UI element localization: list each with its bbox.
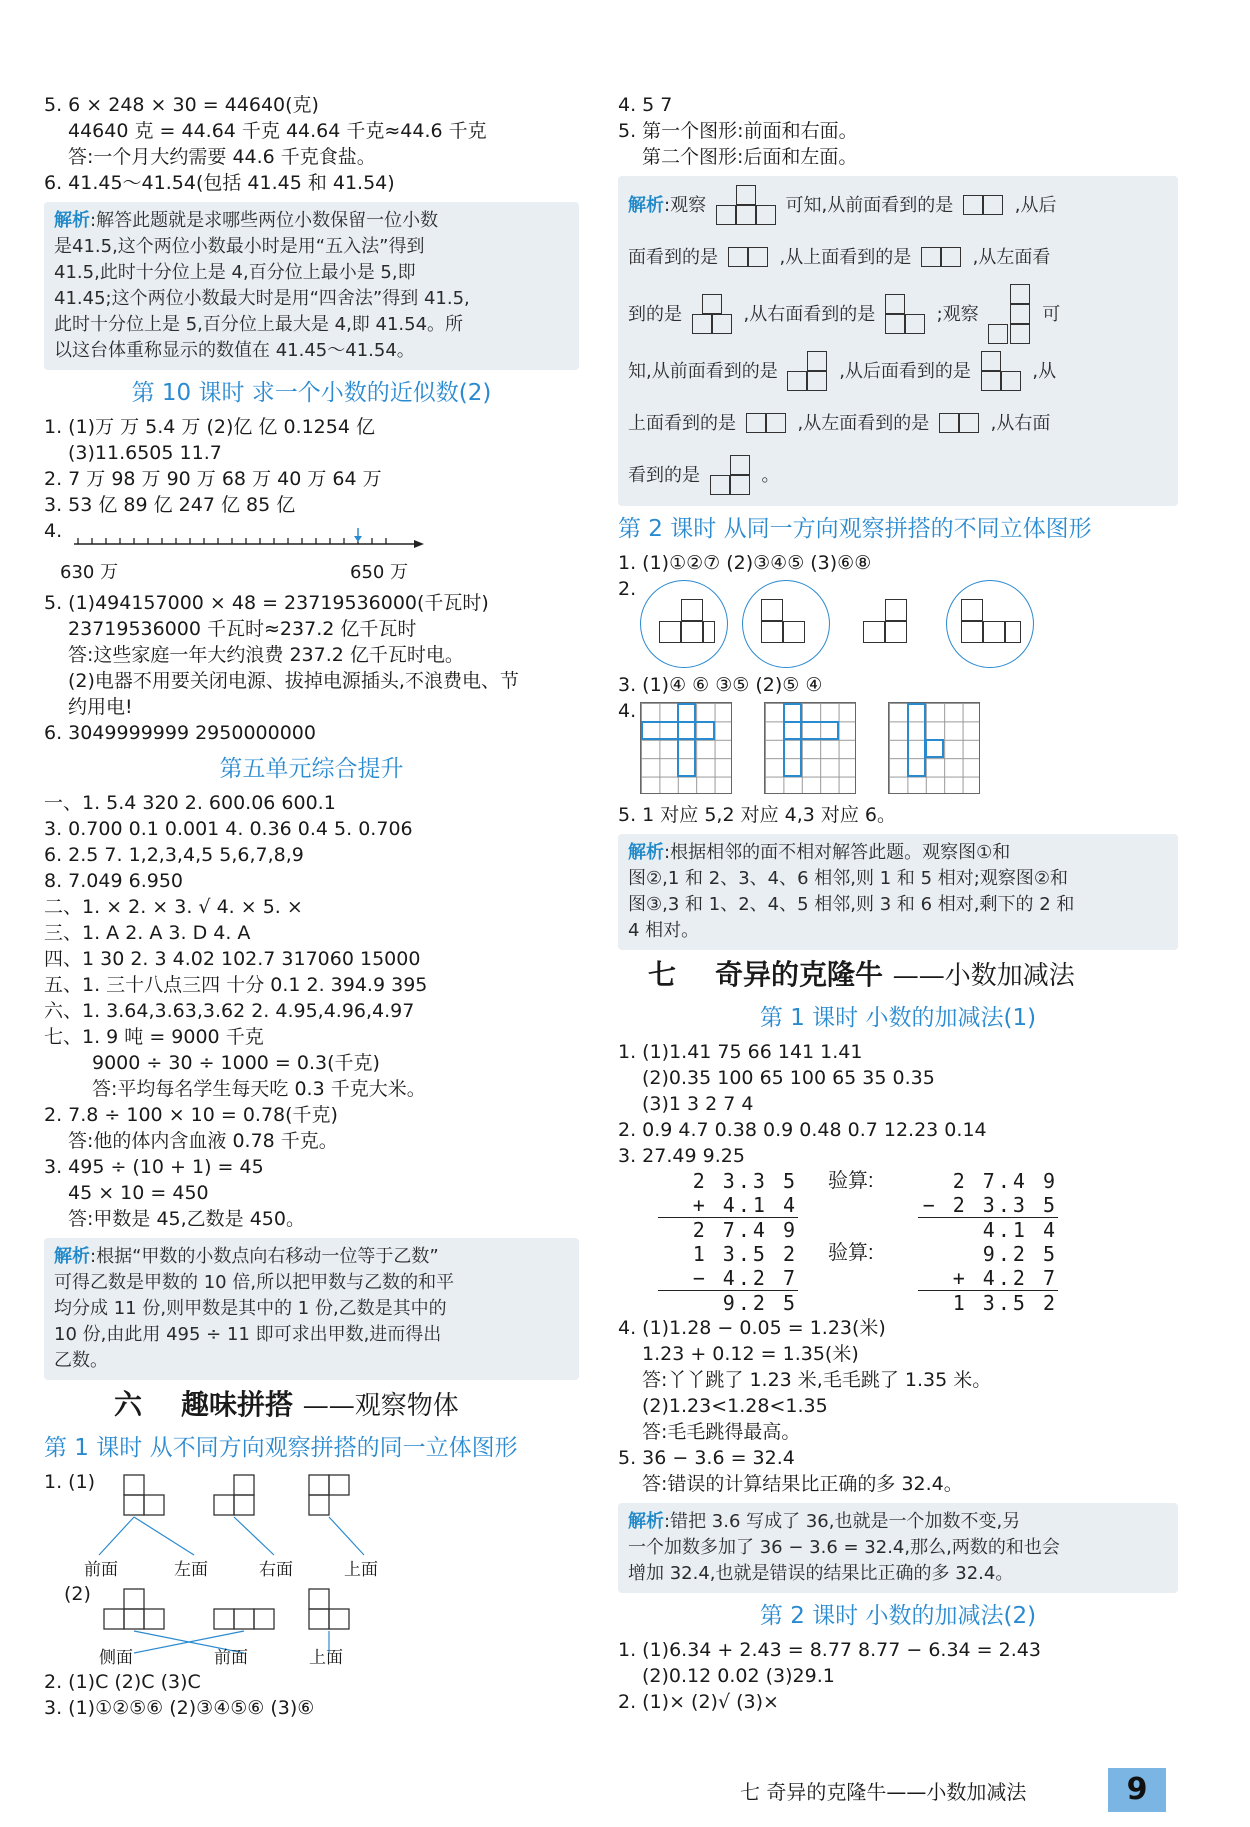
analysis-line [628, 346, 1168, 398]
analysis-line: 可得乙数是甲数的 10 倍,所以把甲数与乙数的和平 [54, 1272, 455, 1293]
answer-line: (2)电器不用要关闭电源、拔掉电源插头,不浪费电、节 [68, 670, 519, 692]
answer-line: 6. 2.5 7. 1,2,3,4,5 5,6,7,8,9 [44, 844, 304, 866]
analysis-line: 以这台体重称显示的数值在 41.45～41.54。 [54, 340, 415, 361]
analysis-line: 图②,1 和 2、3、4、6 相邻,则 1 和 5 相对;观察图②和 [628, 868, 1068, 889]
answer-line: 4. [44, 520, 63, 542]
view-label: 前面 [84, 1560, 118, 1580]
analysis-text: 可 [1042, 304, 1061, 325]
answer-line: 第二个图形:后面和左面。 [642, 146, 858, 168]
calc-row: 9.2 5 [722, 1291, 798, 1315]
view-figure [728, 247, 770, 269]
answer-line: 答:甲数是 45,乙数是 450。 [68, 1208, 305, 1230]
answer-line: 8. 7.049 6.950 [44, 870, 183, 892]
analysis-line: 解析:根据“甲数的小数点向右移动一位等于乙数” [54, 1246, 439, 1267]
view-label: 左面 [174, 1560, 208, 1580]
analysis-line: 解析:根据相邻的面不相对解答此题。观察图①和 [628, 842, 1011, 863]
calc-row: 1 3.5 2 [952, 1291, 1058, 1315]
analysis-tag: 解析 [628, 195, 664, 216]
unit-title: 趣味拼搭 [181, 1388, 294, 1421]
analysis-line: 解析:解答此题就是求哪些两位小数保留一位小数 [54, 210, 439, 231]
number-line [44, 546, 579, 590]
figure-plain [844, 580, 932, 668]
question-label: (2) [64, 1583, 91, 1605]
analysis-text: 到的是 [628, 304, 682, 325]
answer-line: 四、1 30 2. 3 4.02 102.7 317060 15000 [44, 948, 421, 970]
cube-figures [640, 580, 1042, 668]
answer-line: 9000 ÷ 30 ÷ 1000 = 0.3(千克) [92, 1052, 380, 1074]
analysis-text: 看到的是 [628, 465, 700, 486]
view-figure [710, 455, 752, 497]
answer-line: 44640 克 = 44.64 千克 44.64 千克≈44.6 千克 [68, 120, 487, 142]
answer-line: 2. 0.9 4.7 0.38 0.9 0.48 0.7 12.23 0.14 [618, 1119, 987, 1141]
analysis-tag: 解析 [628, 1511, 664, 1532]
calc-row: 1 3.5 2 [692, 1242, 798, 1266]
calc-row: 2 7.4 9 [952, 1169, 1058, 1193]
analysis-text: 知,从前面看到的是 [628, 361, 778, 382]
calc-row: + 4.2 7 [918, 1266, 1058, 1291]
unit-number: 六 [114, 1388, 143, 1421]
analysis-text: ,从后 [1014, 195, 1057, 216]
analysis-text: ,从上面看到的是 [779, 247, 912, 268]
answer-line: (2)0.35 100 65 100 65 35 0.35 [642, 1067, 935, 1089]
analysis-line: 均分成 11 份,则甲数是其中的 1 份,乙数是其中的 [54, 1298, 447, 1319]
analysis-line [628, 180, 1168, 232]
answer-line: 3. (1)①②⑤⑥ (2)③④⑤⑥ (3)⑥ [44, 1697, 315, 1719]
calc-row: − 2 3.3 5 [918, 1193, 1058, 1218]
analysis-line [628, 398, 1168, 450]
analysis-line: 4 相对。 [628, 920, 700, 941]
answer-line: 1.23 + 0.12 = 1.35(米) [642, 1343, 859, 1365]
answer-line: 3. 27.49 9.25 [618, 1145, 745, 1167]
answer-line: 3. 53 亿 89 亿 247 亿 85 亿 [44, 494, 296, 516]
answer-line: (3)11.6505 11.7 [68, 442, 222, 464]
figure-circle [742, 580, 830, 668]
answer-line: 答:平均每名学生每天吃 0.3 千克大米。 [92, 1078, 426, 1100]
calc-row: − 4.2 7 [658, 1266, 798, 1291]
analysis-tag: 解析 [628, 842, 664, 863]
analysis-line: 一个加数多加了 36 − 3.6 = 32.4,那么,两数的和也会 [628, 1537, 1060, 1558]
answer-line: 答:这些家庭一年大约浪费 237.2 亿千瓦时电。 [68, 644, 464, 666]
unit-subtitle: ——观察物体 [302, 1391, 459, 1421]
answer-line: 答:他的体内含血液 0.78 千克。 [68, 1130, 338, 1152]
cube-stack-figure [716, 185, 776, 227]
analysis-tag: 解析 [54, 1246, 90, 1267]
answer-line: 1. (1)①②⑦ (2)③④⑤ (3)⑥⑧ [618, 552, 872, 574]
calc-row: + 4.1 4 [658, 1193, 798, 1218]
check-label: 验算: [828, 1242, 874, 1264]
analysis-text: ,从左面看到的是 [797, 413, 930, 434]
number-line-start: 630 万 [60, 562, 119, 583]
view-label: 上面 [309, 1648, 343, 1668]
answer-line: (2)0.12 0.02 (3)29.1 [642, 1665, 835, 1687]
answer-line: (2)1.23<1.28<1.35 [642, 1395, 828, 1417]
vertical-check [918, 1169, 1058, 1315]
answer-line: 3. 0.700 0.1 0.001 4. 0.36 0.4 5. 0.706 [44, 818, 413, 840]
answer-line: 5. 第一个图形:前面和右面。 [618, 120, 858, 142]
view-label: 侧面 [99, 1648, 133, 1668]
figure-circle [640, 580, 728, 668]
net-grid [640, 702, 732, 794]
analysis-box [618, 1503, 1178, 1593]
net-grid [764, 702, 856, 794]
lesson-heading: 第 1 课时 小数的加减法(1) [759, 1005, 1037, 1031]
answer-line: 6. 3049999999 2950000000 [44, 722, 316, 744]
answer-line: 答:毛毛跳得最高。 [642, 1421, 801, 1443]
calc-row: 9.2 5 [982, 1242, 1058, 1266]
answer-line: 5. 6 × 248 × 30 = 44640(克) [44, 94, 319, 116]
analysis-box [44, 202, 579, 370]
analysis-line [628, 232, 1168, 284]
answer-line: 五、1. 三十八点三四 十分 0.1 2. 394.9 395 [44, 974, 428, 996]
unit-number: 七 [648, 958, 677, 991]
analysis-line: 是41.5,这个两位小数最小时是用“五入法”得到 [54, 236, 425, 257]
answer-line: 2. (1)× (2)√ (3)× [618, 1691, 779, 1713]
unit-subtitle: ——小数加减法 [892, 961, 1075, 991]
vertical-calculations [618, 1169, 1178, 1315]
view-figure [692, 294, 734, 336]
analysis-text: 可知,从前面看到的是 [785, 195, 954, 216]
calc-row: 4.1 4 [982, 1218, 1058, 1242]
view-figure [939, 413, 981, 435]
question-label: 4. [618, 700, 637, 722]
answer-line: 七、1. 9 吨 = 9000 千克 [44, 1026, 264, 1048]
unit-review-heading: 第五单元综合提升 [219, 756, 404, 782]
answer-line: 2. 7 万 98 万 90 万 68 万 40 万 64 万 [44, 468, 382, 490]
analysis-line: 10 份,由此用 495 ÷ 11 即可求出甲数,进而得出 [54, 1324, 442, 1345]
analysis-line [628, 284, 1168, 346]
analysis-text: ,从 [1032, 361, 1057, 382]
analysis-box [618, 834, 1178, 950]
calc-row: 2 7.4 9 [692, 1218, 798, 1242]
analysis-line: 此时十分位上是 5,百分位上最大是 4,即 41.54。所 [54, 314, 464, 335]
answer-line: 23719536000 千瓦时≈237.2 亿千瓦时 [68, 618, 417, 640]
vertical-addition [658, 1169, 798, 1315]
analysis-line: 41.45;这个两位小数最大时是用“四舍法”得到 41.5, [54, 288, 470, 309]
analysis-line: 乙数。 [54, 1350, 108, 1371]
analysis-text: 解析:观察 [628, 195, 707, 216]
left-column [44, 92, 579, 1721]
cube-figures-row [618, 576, 1178, 672]
net-grids [640, 702, 1006, 801]
view-label: 右面 [259, 1560, 293, 1580]
view-figure [963, 195, 1005, 217]
unit-heading [44, 1386, 579, 1425]
answer-line: 3. 495 ÷ (10 + 1) = 45 [44, 1156, 264, 1178]
view-figure [885, 294, 927, 336]
answer-line: 答:错误的计算结果比正确的多 32.4。 [642, 1473, 963, 1495]
answer-line: (3)1 3 2 7 4 [642, 1093, 754, 1115]
unit-title: 奇异的克隆牛 [715, 958, 884, 991]
answer-line: 1. (1)6.34 + 2.43 = 8.77 8.77 − 6.34 = 2.43 [618, 1639, 1041, 1661]
analysis-text: ,从左面看 [972, 247, 1051, 268]
view-label: 前面 [214, 1648, 248, 1668]
answer-line: 4. 5 7 [618, 94, 673, 116]
answer-line: 答:一个月大约需要 44.6 千克食盐。 [68, 146, 376, 168]
analysis-line: 增加 32.4,也就是错误的结果比正确的多 32.4。 [628, 1563, 1014, 1584]
answer-line: 5. 1 对应 5,2 对应 4,3 对应 6。 [618, 804, 897, 826]
analysis-text: ;观察 [936, 304, 979, 325]
page-footer: 七 奇异的克隆牛——小数加减法 [740, 1780, 1027, 1804]
view-figure [981, 351, 1023, 393]
analysis-line: 图③,3 和 1、2、4、5 相邻,则 3 和 6 相对,剩下的 2 和 [628, 894, 1075, 915]
net-grid [888, 702, 980, 794]
analysis-box [44, 1238, 579, 1380]
page-number: 9 [1108, 1768, 1166, 1812]
answer-line: 1. (1)1.41 75 66 141 1.41 [618, 1041, 863, 1063]
answer-line: 3. (1)④ ⑥ ③⑤ (2)⑤ ④ [618, 674, 823, 696]
view-label: 上面 [344, 1560, 378, 1580]
analysis-text: ,从后面看到的是 [839, 361, 971, 382]
net-grids-row [618, 698, 1178, 802]
analysis-text: 。 [761, 465, 780, 486]
check-label: 验算: [828, 1170, 874, 1192]
answer-line: 约用电! [68, 696, 133, 718]
analysis-text: 面看到的是 [628, 247, 718, 268]
calc-row: 2 3.3 5 [692, 1169, 798, 1193]
cube-stack-figure [988, 284, 1032, 346]
answer-line: 45 × 10 = 450 [68, 1182, 209, 1204]
view-figure [787, 351, 829, 393]
lesson-heading: 第 1 课时 从不同方向观察拼搭的同一立体图形 [44, 1435, 518, 1461]
answer-line: 2. (1)C (2)C (3)C [44, 1671, 201, 1693]
analysis-tag: 解析 [54, 210, 90, 231]
analysis-line: 41.5,此时十分位上是 4,百分位上最小是 5,即 [54, 262, 416, 283]
analysis-text: ,从右面看到的是 [743, 304, 876, 325]
question-label: 2. [618, 578, 637, 600]
number-line-end: 650 万 [350, 562, 409, 583]
analysis-box [618, 176, 1178, 506]
analysis-text: 上面看到的是 [628, 413, 736, 434]
answer-line: 2. 7.8 ÷ 100 × 10 = 0.78(千克) [44, 1104, 338, 1126]
lesson-heading: 第 10 课时 求一个小数的近似数(2) [131, 380, 492, 406]
answer-line: 5. (1)494157000 × 48 = 23719536000(千瓦时) [44, 592, 489, 614]
unit-heading [618, 956, 1178, 995]
answer-line: 三、1. A 2. A 3. D 4. A [44, 922, 251, 944]
answer-line: 4. (1)1.28 − 0.05 = 1.23(米) [618, 1317, 886, 1339]
view-figure [746, 413, 788, 435]
lesson-heading: 第 2 课时 从同一方向观察拼搭的不同立体图形 [618, 516, 1092, 542]
analysis-line: 解析:错把 3.6 写成了 36,也就是一个加数不变,另 [628, 1511, 1021, 1532]
answer-line: 5. 36 − 3.6 = 32.4 [618, 1447, 795, 1469]
answer-line: 一、1. 5.4 320 2. 600.06 600.1 [44, 792, 336, 814]
answer-line: 二、1. × 2. × 3. √ 4. × 5. × [44, 896, 303, 918]
answer-line: 1. (1)万 万 5.4 万 (2)亿 亿 0.1254 亿 [44, 416, 375, 438]
lesson-heading: 第 2 课时 小数的加减法(2) [759, 1603, 1037, 1629]
answer-line: 答:丫丫跳了 1.23 米,毛毛跳了 1.35 米。 [642, 1369, 992, 1391]
right-column [618, 92, 1178, 1715]
analysis-line [628, 450, 1168, 502]
figure-circle [946, 580, 1034, 668]
analysis-text: ,从右面 [990, 413, 1051, 434]
view-matching-figure [44, 1469, 579, 1669]
answer-line: 六、1. 3.64,3.63,3.62 2. 4.95,4.96,4.97 [44, 1000, 415, 1022]
answer-line: 6. 41.45～41.54(包括 41.45 和 41.54) [44, 172, 395, 194]
question-label: 1. (1) [44, 1471, 96, 1493]
view-figure [921, 247, 963, 269]
